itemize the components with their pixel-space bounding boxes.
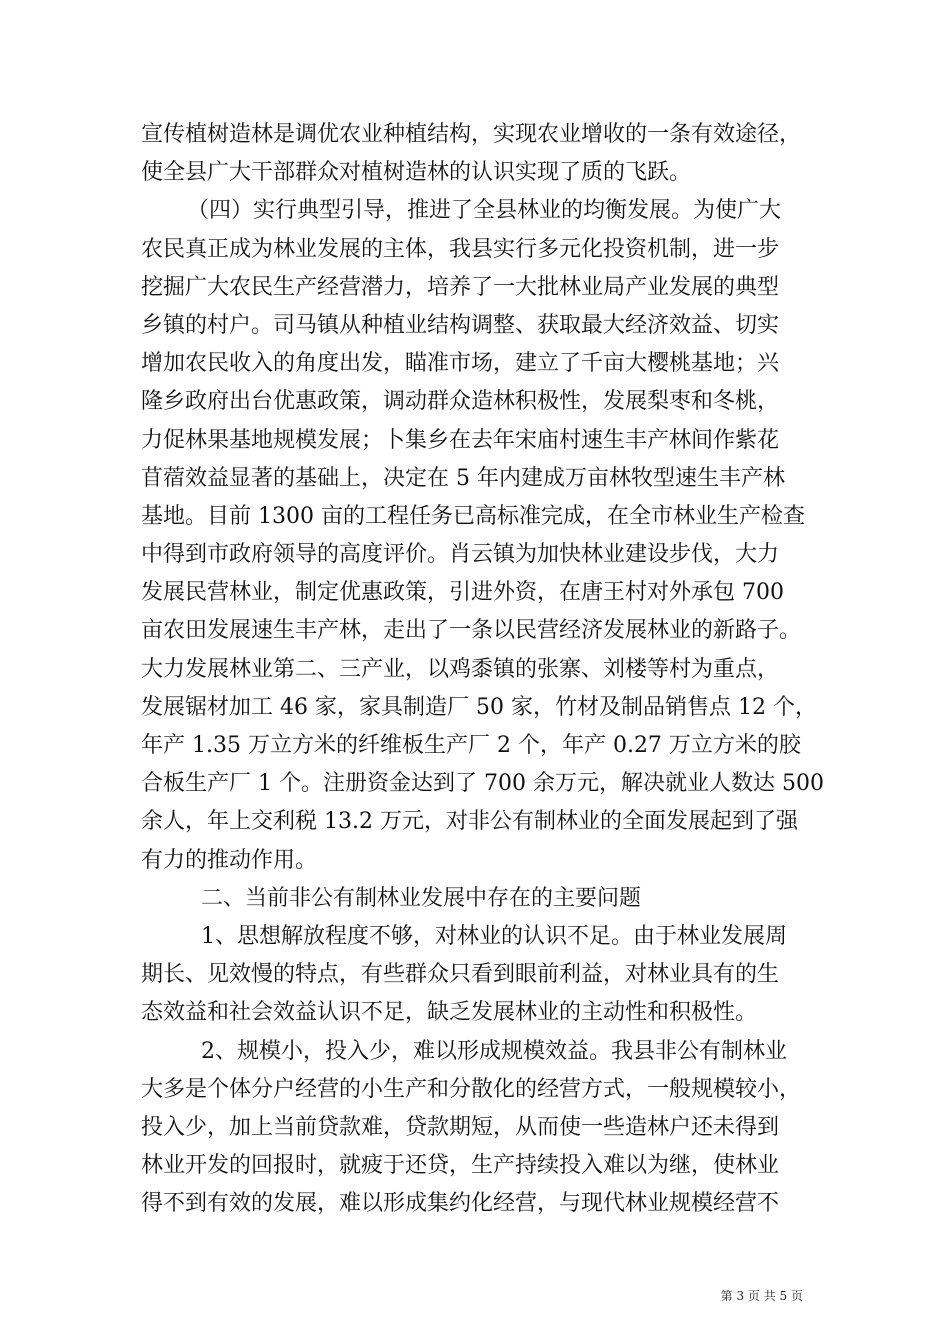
text-line: 苜蓿效益显著的基础上，决定在 5 年内建成万亩林牧型速生丰产林	[141, 465, 785, 491]
text-line: 使全县广大干部群众对植树造林的认识实现了质的飞跃。	[141, 160, 692, 186]
text-line: 年产 1.35 万立方米的纤维板生产厂 2 个，年产 0.27 万立方米的胶	[141, 733, 801, 758]
text-line: 发展民营林业，制定优惠政策，引进外资，在唐王村对外承包 700	[141, 580, 784, 606]
text-line: 增加农民收入的角度出发，瞄准市场，建立了千亩大樱桃基地；兴	[141, 351, 780, 377]
text-line: 合板生产厂 1 个。注册资金达到了 700 余万元，解决就业人数达 500	[141, 771, 824, 797]
text-line: 农民真正成为林业发展的主体，我县实行多元化投资机制，进一步	[141, 236, 780, 262]
text-line: 投入少，加上当前贷款难，贷款期短，从而使一些造林户还未得到	[141, 1114, 780, 1140]
text-line: 2、规模小，投入少，难以形成规模效益。我县非公有制林业	[201, 1038, 787, 1064]
text-line: 宣传植树造林是调优农业种植结构，实现农业增收的一条有效途径，	[141, 122, 802, 147]
text-line: 林业开发的回报时，就疲于还贷，生产持续投入难以为继，使林业	[141, 1153, 780, 1179]
body-text	[141, 116, 824, 1223]
text-line: 中得到市政府领导的高度评价。肖云镇为加快林业建设步伐，大力	[141, 542, 780, 568]
text-line: 态效益和社会效益认识不足，缺乏发展林业的主动性和积极性。	[141, 1000, 758, 1026]
text-line: 基地。目前 1300 亩的工程任务已高标准完成，在全市林业生产检查	[141, 503, 805, 529]
text-line: 发展锯材加工 46 家，家具制造厂 50 家，竹材及制品销售点 12 个，	[141, 694, 817, 720]
section-heading: 二、当前非公有制林业发展中存在的主要问题	[201, 885, 642, 911]
text-line: 力促林果基地规模发展；卜集乡在去年宋庙村速生丰产林间作紫花	[141, 427, 780, 453]
text-line: 大多是个体分户经营的小生产和分散化的经营方式，一般规模较小，	[141, 1076, 802, 1102]
text-line: 大力发展林业第二、三产业，以鸡黍镇的张寨、刘楼等村为重点，	[141, 656, 780, 682]
text-line: （四）实行典型引导，推进了全县林业的均衡发展。为使广大	[187, 198, 782, 224]
text-line: 1、思想解放程度不够，对林业的认识不足。由于林业发展周	[201, 923, 787, 949]
text-line: 乡镇的村户。司马镇从种植业结构调整、获取最大经济效益、切实	[141, 312, 780, 338]
text-line: 期长、见效慢的特点，有些群众只看到眼前利益，对林业具有的生	[141, 962, 780, 988]
text-line: 亩农田发展速生丰产林，走出了一条以民营经济发展林业的新路子。	[141, 618, 802, 644]
text-line: 隆乡政府出台优惠政策，调动群众造林积极性，发展梨枣和冬桃，	[141, 389, 780, 415]
text-line: 有力的推动作用。	[141, 847, 318, 873]
text-line: 得不到有效的发展，难以形成集约化经营，与现代林业规模经营不	[141, 1191, 780, 1217]
text-line: 余人，年上交利税 13.2 万元，对非公有制林业的全面发展起到了强	[141, 809, 798, 835]
text-line: 挖掘广大农民生产经营潜力，培养了一大批林业局产业发展的典型	[141, 274, 780, 300]
page-number: 第 3 页 共 5 页	[720, 1289, 803, 1303]
